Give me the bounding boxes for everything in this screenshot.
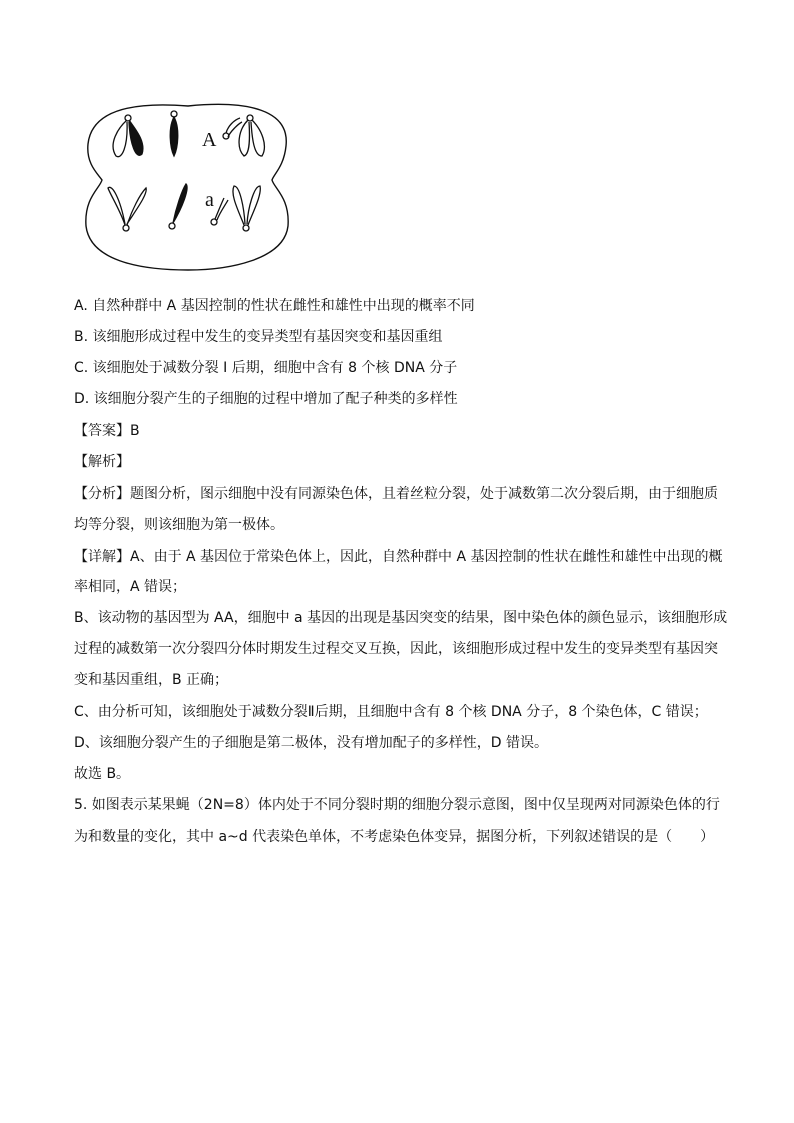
allele-label-upper: A [202,129,217,151]
chromosome-upper-4 [239,115,264,156]
option-c: C. 该细胞处于减数分裂 I 后期，细胞中含有 8 个核 DNA 分子 [74,360,458,376]
detail-line-1: 【详解】A、由于 A 基因位于常染色体上，因此，自然种群中 A 基因控制的性状在雌性和雄性中出现的概 [74,549,723,565]
detail-line-8: 故选 B。 [74,766,131,782]
option-b: B. 该细胞形成过程中发生的变异类型有基因突变和基因重组 [74,329,443,345]
allele-label-lower: a [205,189,214,211]
chromosome-lower-2 [169,184,187,229]
chromosome-upper-2 [170,111,178,156]
chromosome-lower-1 [108,187,146,231]
jiexi-heading: 【解析】 [74,454,130,470]
question5-line-1: 5. 如图表示某果蝇（2N=8）体内处于不同分裂时期的细胞分裂示意图，图中仅呈现两对同源染色体的行 [74,797,720,813]
analysis-line-2: 均等分裂，则该细胞为第一极体。 [74,517,284,533]
answer-line: 【答案】B [74,423,140,439]
cell-division-figure [78,98,298,272]
option-d: D. 该细胞分裂产生的子细胞的过程中增加了配子种类的多样性 [74,391,458,407]
analysis-line-1: 【分析】题图分析，图示细胞中没有同源染色体，且着丝粒分裂，处于减数第二次分裂后期，由于细胞质 [74,486,718,502]
detail-line-4: 过程的减数第一次分裂四分体时期发生过程交叉互换，因此，该细胞形成过程中发生的变异类型有基因突 [74,641,718,657]
detail-line-5: 变和基因重组，B 正确； [74,672,229,688]
detail-line-2: 率相同，A 错误； [74,579,187,595]
chromosome-lower-4 [233,186,260,231]
detail-line-6: C、由分析可知，该细胞处于减数分裂Ⅱ后期，且细胞中含有 8 个核 DNA 分子，8 个染色体，C 错误； [74,704,708,720]
detail-line-7: D、该细胞分裂产生的子细胞是第二极体，没有增加配子的多样性，D 错误。 [74,735,549,751]
detail-line-3: B、该动物的基因型为 AA，细胞中 a 基因的出现是基因突变的结果，图中染色体的颜色显示，该细胞形成 [74,610,728,626]
option-a: A. 自然种群中 A 基因控制的性状在雌性和雄性中出现的概率不同 [74,298,475,314]
question5-line-2: 为和数量的变化，其中 a~d 代表染色单体，不考虑染色体变异，据图分析，下列叙述错误的是（ ） [74,829,715,845]
chromosome-upper-1 [113,115,143,157]
